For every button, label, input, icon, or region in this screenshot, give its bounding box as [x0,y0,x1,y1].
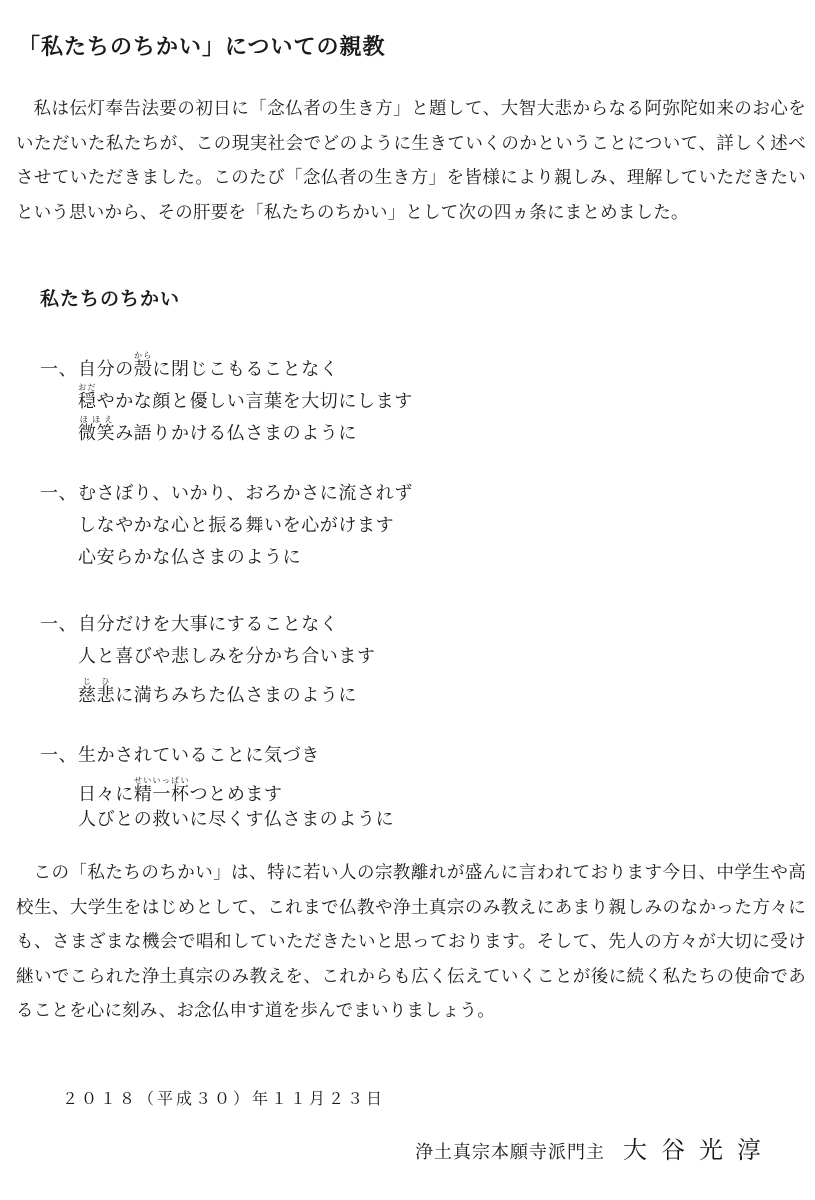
vow-text: つとめます [189,784,283,805]
vow-text: しなやかな心と振る舞いを心がけます [78,515,395,536]
ruby-word: 精一杯せいいっぱい [133,776,190,805]
vow-item-4 [40,738,740,869]
vow-marker: 一、 [40,483,78,504]
signature-title: 浄土真宗本願寺派門主 [415,1142,605,1163]
ruby-word: 微笑ほほえ [78,415,116,444]
vow-text: やかな顔と優しい言葉を大切にします [96,391,413,412]
vow-text: 生かされていることに気づき [78,745,320,766]
vow-line [40,744,320,768]
vow-line [78,514,394,538]
vow-line [78,677,357,708]
vow-list [40,345,740,869]
vow-line [78,645,376,669]
vow-text: に満ちみちた仏さまのように [115,685,358,706]
vow-text: に閉じこもることなく [152,359,339,380]
vow-item-3 [40,607,740,738]
ruby-word: 殻から [133,351,153,380]
vow-item-2 [40,476,740,607]
vow-marker: 一、 [40,359,78,380]
signature-name: 大谷光淳 [623,1136,775,1164]
vow-line [78,383,413,414]
vow-line [78,546,301,570]
vow-line [40,613,338,637]
ruby-word: 穏おだ [78,383,97,412]
vow-text: 日々に [78,784,134,805]
vow-text: 心安らかな仏さまのように [78,547,302,568]
vow-line [40,482,413,506]
ruby-word: 慈悲じひ [78,677,116,706]
vow-line [78,808,394,832]
vow-marker: 一、 [40,745,78,766]
intro-paragraph: 私は伝灯奉告法要の初日に「念仏者の生き方」と題して、大智大悲からなる阿弥陀如来のお心をいただいた私たちが、この現実社会でどのように生きていくのかということについて、詳しく述べさせていただきました。このたび「念仏者の生き方」を皆様により親しみ、理解していただきたいという思いから、その肝要を「私たちのちかい」として次の四ヵ条にまとめました。 [16,99,806,223]
vow-line [78,776,283,807]
vow-text: 自分だけを大事にすることなく [78,614,339,635]
date-line: ２０１８（平成３０）年１１月２３日 [62,1089,386,1108]
vow-line [78,415,357,446]
vow-text: 自分の [78,359,134,380]
signature-block [415,1130,775,1165]
document-title: 「私たちのちかい」についての親教 [18,34,386,60]
vow-marker: 一、 [40,614,78,635]
vow-line [40,351,338,382]
vow-text: 人と喜びや悲しみを分かち合います [78,646,376,667]
closing-paragraph: この「私たちのちかい」は、特に若い人の宗教離れが盛んに言われております今日、中学生や高校生、大学生をはじめとして、これまで仏教や浄土真宗のみ教えにあまり親しみのなかった方々にも、さまざまな機会で唱和していただきたいと思っております。そして、先人の方々が大切に受け継いでこられた浄土真宗のみ教えを、これからも広く伝えていくことが後に続く私たちの使命であることを心に刻み、お念仏申す道を歩んでまいりましょう。 [16,863,806,1021]
vow-text: み語りかける仏さまのように [115,423,358,444]
vow-item-1 [40,345,740,476]
vow-heading: 私たちのちかい [40,288,181,310]
vow-text: むさぼり、いかり、おろかさに流されず [78,483,413,504]
vow-text: 人びとの救いに尽くす仏さまのように [78,809,395,830]
